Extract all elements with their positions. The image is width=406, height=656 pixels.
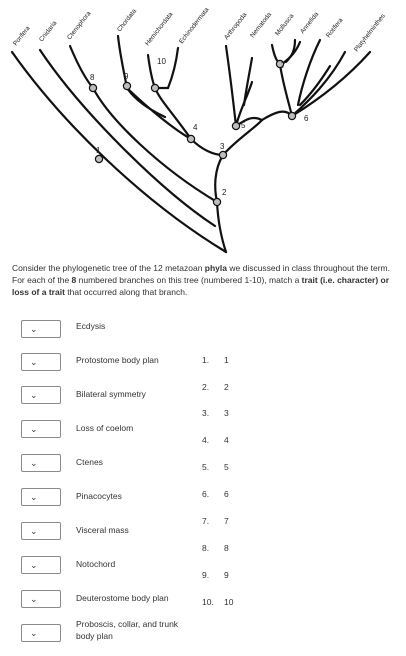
taxon-label: Cnidaria <box>38 19 59 44</box>
answer-number: 7. <box>202 516 210 526</box>
chevron-down-icon: ⌄ <box>30 594 38 604</box>
answer-value: 1 <box>224 355 229 365</box>
answer-select[interactable] <box>21 320 61 338</box>
answer-value: 8 <box>224 543 229 553</box>
taxon-label: Chordata <box>116 7 139 34</box>
chevron-down-icon: ⌄ <box>30 526 38 536</box>
taxon-label: Porifera <box>12 24 32 48</box>
answer-value: 2 <box>224 382 229 392</box>
chevron-down-icon: ⌄ <box>30 560 38 570</box>
answer-number: 5. <box>202 462 210 472</box>
answer-value: 7 <box>224 516 229 526</box>
taxon-label: Platyhelminthes <box>353 12 387 54</box>
node-label: 1 <box>96 146 101 155</box>
answer-number: 10. <box>202 597 214 607</box>
answer-number: 6. <box>202 489 210 499</box>
chevron-down-icon: ⌄ <box>30 628 38 638</box>
choice-label: Pinacocytes <box>76 491 122 501</box>
choice-label: Proboscis, collar, and trunk body plan <box>76 619 179 641</box>
taxon-label: Mollusca <box>274 12 296 38</box>
answer-value: 10 <box>224 597 234 607</box>
answer-number: 2. <box>202 382 210 392</box>
answer-select[interactable] <box>21 624 61 642</box>
node-label: 9 <box>124 72 129 81</box>
answer-number: 4. <box>202 435 210 445</box>
node-label: 2 <box>222 188 227 197</box>
choice-label: Deuterostome body plan <box>76 593 169 603</box>
answer-number: 8. <box>202 543 210 553</box>
answer-select[interactable] <box>21 454 61 472</box>
answer-select[interactable] <box>21 556 61 574</box>
node-label: 8 <box>90 73 95 82</box>
node-label: 7 <box>281 61 286 70</box>
answer-select[interactable] <box>21 488 61 506</box>
choice-label: Protostome body plan <box>76 355 159 365</box>
node-label: 5 <box>241 121 246 130</box>
answer-value: 9 <box>224 570 229 580</box>
answer-number: 3. <box>202 408 210 418</box>
chevron-down-icon: ⌄ <box>30 424 38 434</box>
node-label: 3 <box>220 142 225 151</box>
answer-select[interactable] <box>21 590 61 608</box>
chevron-down-icon: ⌄ <box>30 390 38 400</box>
taxon-label: Annelida <box>299 10 321 36</box>
question-text: Consider the phylogenetic tree of the 12 metazoan phyla we discussed in class throughout the term. For each of the 8 numbered branches on this tree (numbered 1-10), match a trait (i.e. character) or loss of a trait that occurred along that branch. <box>12 263 390 297</box>
node-label: 4 <box>193 123 198 132</box>
chevron-down-icon: ⌄ <box>30 458 38 468</box>
choice-label: Notochord <box>76 559 116 569</box>
answer-value: 3 <box>224 408 229 418</box>
choice-label: Ctenes <box>76 457 103 467</box>
answer-select[interactable] <box>21 386 61 404</box>
choice-label: Bilateral symmetry <box>76 389 146 399</box>
taxon-label: Arthropoda <box>223 11 249 42</box>
answer-value: 4 <box>224 435 229 445</box>
taxon-label: Nematoda <box>249 11 274 40</box>
answer-number: 1. <box>202 355 210 365</box>
answer-value: 6 <box>224 489 229 499</box>
choice-label: Loss of coelom <box>76 423 134 433</box>
taxon-label: Echinodermata <box>178 6 211 46</box>
choice-label: Visceral mass <box>76 525 129 535</box>
chevron-down-icon: ⌄ <box>30 492 38 502</box>
taxon-label: Rotifera <box>325 16 345 40</box>
answer-number: 9. <box>202 570 210 580</box>
choice-label: Ecdysis <box>76 321 106 331</box>
taxon-label: Ctenophora <box>66 10 93 42</box>
answer-value: 5 <box>224 462 229 472</box>
node-label: 6 <box>304 114 309 123</box>
node-label: 10 <box>157 57 166 66</box>
chevron-down-icon: ⌄ <box>30 324 38 334</box>
answer-select[interactable] <box>21 522 61 540</box>
chevron-down-icon: ⌄ <box>30 357 38 367</box>
taxon-label: Hemichordata <box>144 11 175 48</box>
answer-select[interactable] <box>21 420 61 438</box>
phylogenetic-tree <box>0 0 406 262</box>
answer-select[interactable] <box>21 353 61 371</box>
